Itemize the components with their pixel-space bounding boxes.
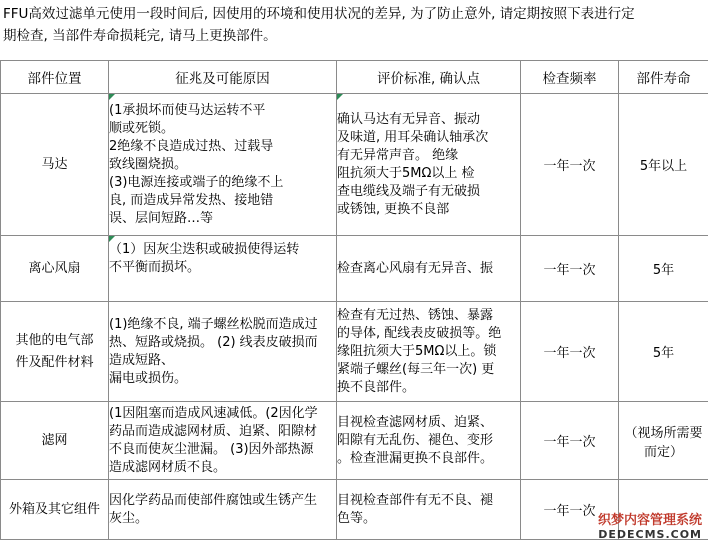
cause-cell [109, 236, 337, 302]
eval-line: 。检查泄漏更换不良部件。 [337, 450, 494, 466]
header-part: 部件位置 [1, 61, 109, 94]
cause-line: 顺或死锁。 [109, 120, 175, 136]
cause-cell [109, 480, 337, 540]
eval-cell [337, 94, 521, 236]
life-cell [619, 236, 708, 302]
part-cell [1, 94, 109, 236]
life-text: 而定） [643, 444, 683, 460]
header-freq: 检查频率 [521, 61, 619, 94]
eval-line: 目视检查部件有无不良、褪 [337, 492, 494, 508]
eval-line: 检查离心风扇有无异音、振 [337, 260, 494, 276]
part-text: 其他的电气部 [15, 332, 94, 348]
intro-line-1: FFU高效过滤单元使用一段时间后, 因使用的环境和使用状况的差异, 为了防止意外, 请定期按照下表进行定 [3, 6, 635, 22]
cause-line: 致线圈烧损。 [109, 156, 188, 172]
eval-line: 有无异常声音。 绝缘 [337, 147, 459, 163]
eval-cell [337, 302, 521, 402]
part-text: 外箱及其它组件 [8, 501, 100, 517]
cause-line: 2绝缘不良造成过热、过载导 [109, 138, 274, 154]
part-text: 马达 [41, 156, 68, 172]
cause-line: 不平衡而损坏。 [109, 260, 201, 275]
eval-line: 色等。 [337, 510, 377, 526]
eval-line: 检查有无过热、锈蚀、暴露 [337, 307, 494, 323]
eval-line: 目视检查滤网材质、迫紧、 [337, 414, 494, 430]
eval-line: 阻抗须大于5MΩ以上 检 [337, 165, 475, 181]
life-text: （视场所需要 [624, 425, 703, 441]
cause-line: (1)绝缘不良, 端子螺丝松脱而造成过 [109, 316, 318, 332]
freq-cell: 一年一次 [521, 302, 619, 402]
cause-cell [109, 402, 337, 480]
eval-line: 缘阻抗须大于5MΩ以上。锁 [337, 343, 497, 359]
part-text: 件及配件材料 [15, 354, 94, 370]
header-cause: 征兆及可能原因 [109, 61, 337, 94]
cause-cell [109, 94, 337, 236]
life-cell [619, 302, 708, 402]
cause-line: 良, 而造成异常发热、接地错 [109, 192, 274, 208]
cause-line: (3)电源连接或端子的绝缘不上 [109, 174, 284, 190]
watermark [598, 514, 702, 542]
eval-line: 换不良部件。 [337, 379, 416, 395]
cause-line: 误、层间短路…等 [109, 210, 214, 226]
eval-line: 或锈蚀, 更换不良部 [337, 201, 450, 217]
cause-line: 药品而造成滤网材质、迫紧、阳隙材 [109, 423, 318, 439]
cause-line: 热、短路或烧损。 (2) 线表皮破损而 [109, 334, 318, 350]
life-cell [619, 402, 708, 480]
part-text: 滤网 [41, 432, 68, 448]
part-cell [1, 236, 109, 302]
freq-cell: 一年一次 [521, 94, 619, 236]
eval-line: 确认马达有无异音、振动 [337, 111, 481, 127]
cause-line: (1因阻塞而造成风速减低。(2因化学 [109, 405, 318, 421]
life-cell [619, 94, 708, 236]
table-row [1, 94, 708, 236]
inspection-table [0, 60, 708, 540]
eval-line: 阳隙有无乱伤、褪色、变形 [337, 432, 494, 448]
watermark-title: 织梦内容管理系统 [597, 513, 702, 528]
cause-line: 不良而使灰尘泄漏。 (3)因外部热源 [109, 441, 314, 457]
header-eval: 评价标准, 确认点 [337, 61, 521, 94]
cause-line: 造成短路、 [109, 352, 175, 368]
cause-line: 造成滤网材质不良。 [109, 459, 227, 475]
table-row [1, 236, 708, 302]
eval-line: 查电缆线及端子有无破损 [337, 183, 481, 199]
comment-marker-icon [109, 236, 115, 242]
eval-line: 的导体, 配线表皮破损等。绝 [337, 325, 502, 341]
header-row [1, 61, 708, 94]
comment-marker-icon [109, 94, 115, 100]
cause-line: （1）因灰尘迭积或破损使得运转 [109, 242, 300, 257]
eval-cell [337, 480, 521, 540]
cause-line: (1承损坏而使马达运转不平 [109, 102, 266, 118]
life-text: 5年 [652, 346, 675, 361]
cause-line: 灰尘。 [109, 510, 149, 526]
life-text: 5年 [652, 263, 675, 278]
eval-line: 及味道, 用耳朵确认轴承次 [337, 129, 489, 145]
table-row [1, 402, 708, 480]
eval-cell [337, 402, 521, 480]
part-text: 离心风扇 [28, 260, 81, 276]
eval-line: 紧端子螺丝(每三年一次) 更 [337, 361, 495, 377]
life-text: 5年以上 [639, 159, 688, 174]
watermark-domain: DEDECMS.COM [598, 528, 702, 541]
eval-cell [337, 236, 521, 302]
freq-cell: 一年一次 [521, 402, 619, 480]
part-cell [1, 480, 109, 540]
intro-text [3, 3, 703, 47]
cause-cell [109, 302, 337, 402]
part-cell [1, 302, 109, 402]
table-row [1, 302, 708, 402]
freq-cell: 一年一次 [521, 480, 619, 540]
intro-line-2: 期检查, 当部件寿命损耗完, 请马上更换部件。 [3, 28, 277, 44]
cause-line: 因化学药品而使部件腐蚀或生锈产生 [109, 492, 318, 508]
cause-line: 漏电或损伤。 [109, 370, 188, 386]
comment-marker-icon [337, 94, 343, 100]
part-cell [1, 402, 109, 480]
header-life: 部件寿命 [619, 61, 708, 94]
freq-cell: 一年一次 [521, 236, 619, 302]
